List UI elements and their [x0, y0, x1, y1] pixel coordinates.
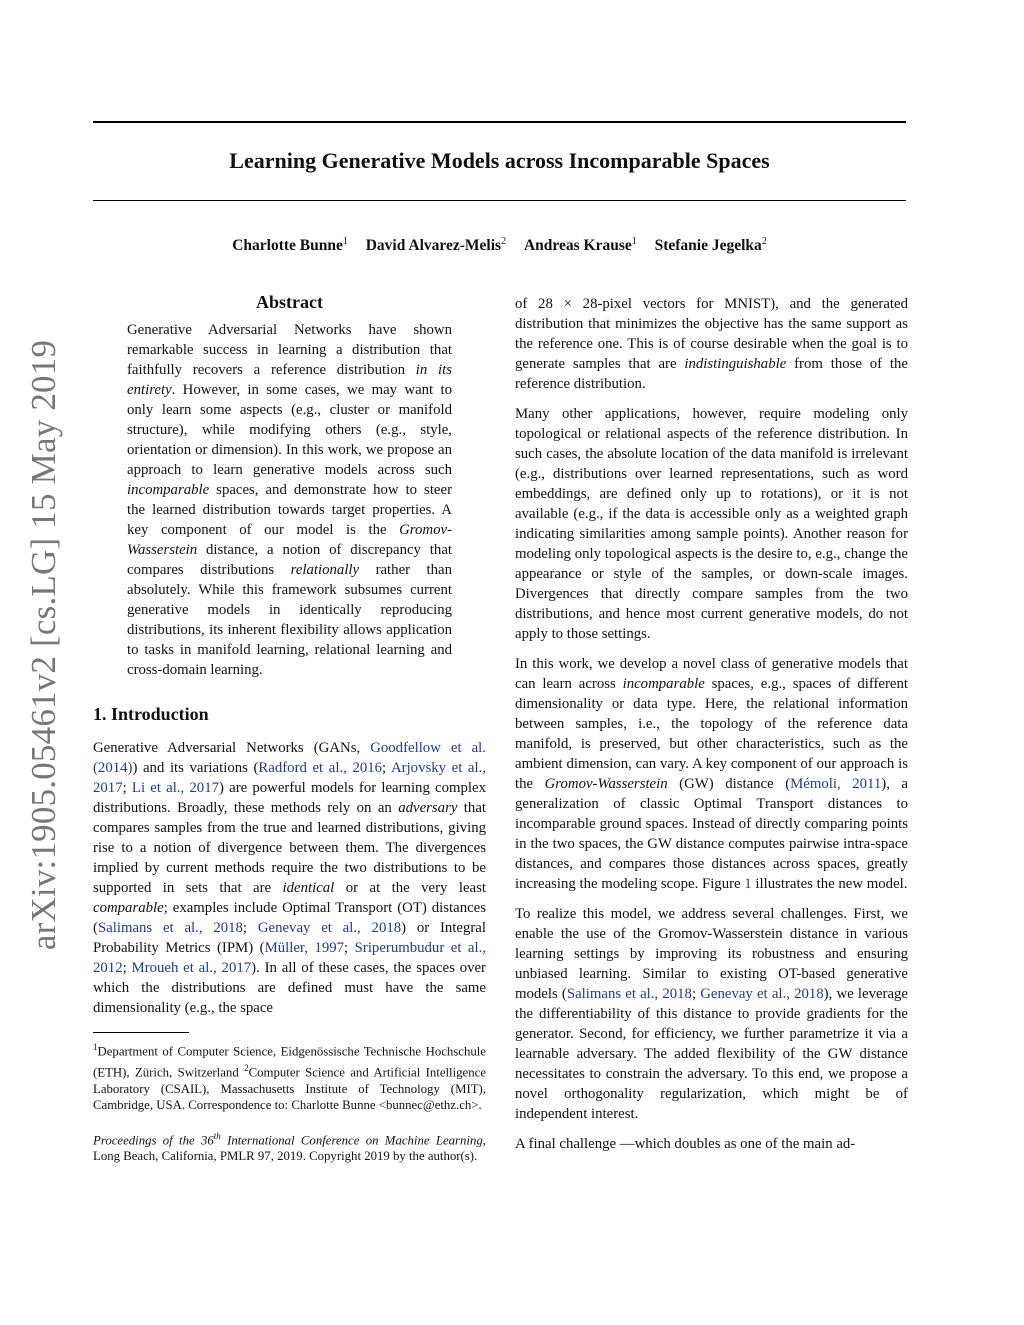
right-paragraph-1: of 28 × 28-pixel vectors for MNIST), and the generated distribution that minimizes the objective has the same support as the reference one. This is of course desirable when the goal is to generate samples that are indistinguishable from those of the reference distribution. [515, 296, 909, 392]
left-column [93, 292, 486, 1165]
author-2: David Alvarez-Melis$^2$ [365, 236, 507, 255]
abstract-heading: Abstract [256, 292, 323, 312]
intro-heading: 1. Introduction [93, 704, 209, 724]
affiliation-footnote: $^1$Department of Computer Science, Eidgenössische Technische Hochschule (ETH), Zürich, Switzerland $^2$Computer Science and Artificial Intelligence Laboratory (CSAIL), Massachusetts Institute of Technology (MIT), Cambridge, USA. Correspondence to: Charlotte Bunne <bunnec@ethz.ch>. [93, 1042, 486, 1113]
citation-link[interactable]: Mémoli, 2011 [790, 776, 882, 792]
footnote-rule [93, 1032, 189, 1033]
right-paragraph-4: To realize this model, we address several challenges. First, we enable the use of the Gromov-Wasserstein distance in various learning settings by improving its robustness and ensuring unbiased learning. Similar to existing OT-based generative models (Salimans et al., 2018; Genevay et al., 2018), we leverage the differentiability of this distance to provide gradients for the generator. Second, for efficiency, we further parametrize it via a learnable adversary. The added flexibility of the GW distance necessitates to constrain the adversary. To this end, we propose a novel orthogonality regularization, which might be of independent interest. [515, 906, 908, 1122]
citation-link[interactable]: Genevay et al., 2018 [700, 986, 824, 1002]
title-rule-bottom [93, 200, 906, 201]
citation-link[interactable]: Mroueh et al., 2017 [131, 960, 252, 976]
author-1: Charlotte Bunne$^1$ [232, 236, 348, 255]
author-list [93, 236, 906, 255]
right-paragraph-2: Many other applications, however, require modeling only topological or relational aspects of the reference distribution. In such cases, the absolute location of the data manifold is irrelevant (e.g., distributions over learned representations, such as word embeddings, are defined only up to rotations), or it is not available (e.g., if the data is accessible only as a weighted graph indicating similarities among sample points). Another reason for modeling only topological aspects is the desire to, e.g., change the appearance or style of the samples, or down-scale images. Divergences that directly compare samples from the two distributions, and hence most current generative models, do not apply to those settings. [515, 406, 908, 642]
proceedings-note: Proceedings of the 36th International Conference on Machine Learning, Long Beach, California, PMLR 97, 2019. Copyright 2019 by the author(s). [93, 1130, 486, 1164]
citation-link[interactable]: (2014) [93, 760, 133, 776]
citation-link[interactable]: Müller, 1997 [264, 940, 345, 956]
abstract-text: Generative Adversarial Networks have shown remarkable success in learning a distribution that faithfully recovers a reference distribution in its entirety. However, in some cases, we may want to only learn some aspects (e.g., cluster or manifold structure), while modifying others (e.g., style, orientation or dimension). In this work, we propose an approach to learn generative models across such incomparable spaces, and demonstrate how to steer the learned distribution towards target properties. A key component of our model is the Gromov-Wasserstein distance, a notion of discrepancy that compares distributions relationally rather than absolutely. While this framework subsumes current generative models in identically reproducing distributions, its inherent flexibility allows application to tasks in manifold learning, relational learning and cross-domain learning. [127, 322, 452, 678]
title-rule-top [93, 121, 906, 123]
figure-link[interactable]: 1 [744, 876, 752, 892]
right-paragraph-5: A final challenge —which doubles as one of the main ad- [515, 1136, 856, 1152]
citation-link[interactable]: Radford et al., 2016 [258, 760, 383, 776]
citation-link[interactable]: Salimans et al., 2018 [566, 986, 692, 1002]
right-column [515, 294, 908, 1164]
citation-link[interactable]: Goodfellow et al. [370, 740, 486, 756]
arxiv-stamp: arXiv:1905.05461v2 [cs.LG] 15 May 2019 [24, 339, 64, 951]
author-3: Andreas Krause$^1$ [523, 236, 637, 255]
citation-link[interactable]: Genevay et al., 2018 [257, 920, 402, 936]
right-paragraph-3: In this work, we develop a novel class of generative models that can learn across incomparable spaces, e.g., spaces of different dimensionality or data type. Here, the relational information between samples, i.e., the topology of the reference data manifold, is preserved, but other characteristics, such as the ambient dimension, can vary. A key component of our approach is the Gromov-Wasserstein (GW) distance (Mémoli, 2011), a generalization of classic Optimal Transport distances to incomparable ground spaces. Instead of directly comparing points in the two spaces, the GW distance computes pairwise intra-space distances, and compares those distances across spaces, greatly increasing the modeling scope. Figure 1 illustrates the new model. [515, 656, 908, 892]
intro-paragraph: Generative Adversarial Networks (GANs, Goodfellow et al. (2014)) and its variations (Radford et al., 2016; Arjovsky et al., 2017; Li et al., 2017) are powerful models for learning complex distributions. Broadly, these methods rely on an adversary that compares samples from the true and learned distributions, giving rise to a notion of divergence between them. The divergences implied by current methods require the two distributions to be supported in sets that are identical or at the very least comparable; examples include Optimal Transport (OT) distances (Salimans et al., 2018; Genevay et al., 2018) or Integral Probability Metrics (IPM) (Müller, 1997; Sriperumbudur et al., 2012; Mroueh et al., 2017). In all of these cases, the spaces over which the distributions are defined must have the same dimensionality (e.g., the space [93, 740, 486, 1016]
author-4: Stefanie Jegelka$^2$ [654, 236, 767, 255]
citation-link[interactable]: Salimans et al., 2018 [97, 920, 243, 936]
citation-link[interactable]: Arjovsky et al., 2017 [93, 760, 486, 796]
citation-link[interactable]: Li et al., 2017 [131, 780, 219, 796]
citation-link[interactable]: Sriperumbudur et al., 2012 [93, 940, 486, 976]
paper-title: Learning Generative Models across Incomparable Spaces [229, 148, 770, 173]
